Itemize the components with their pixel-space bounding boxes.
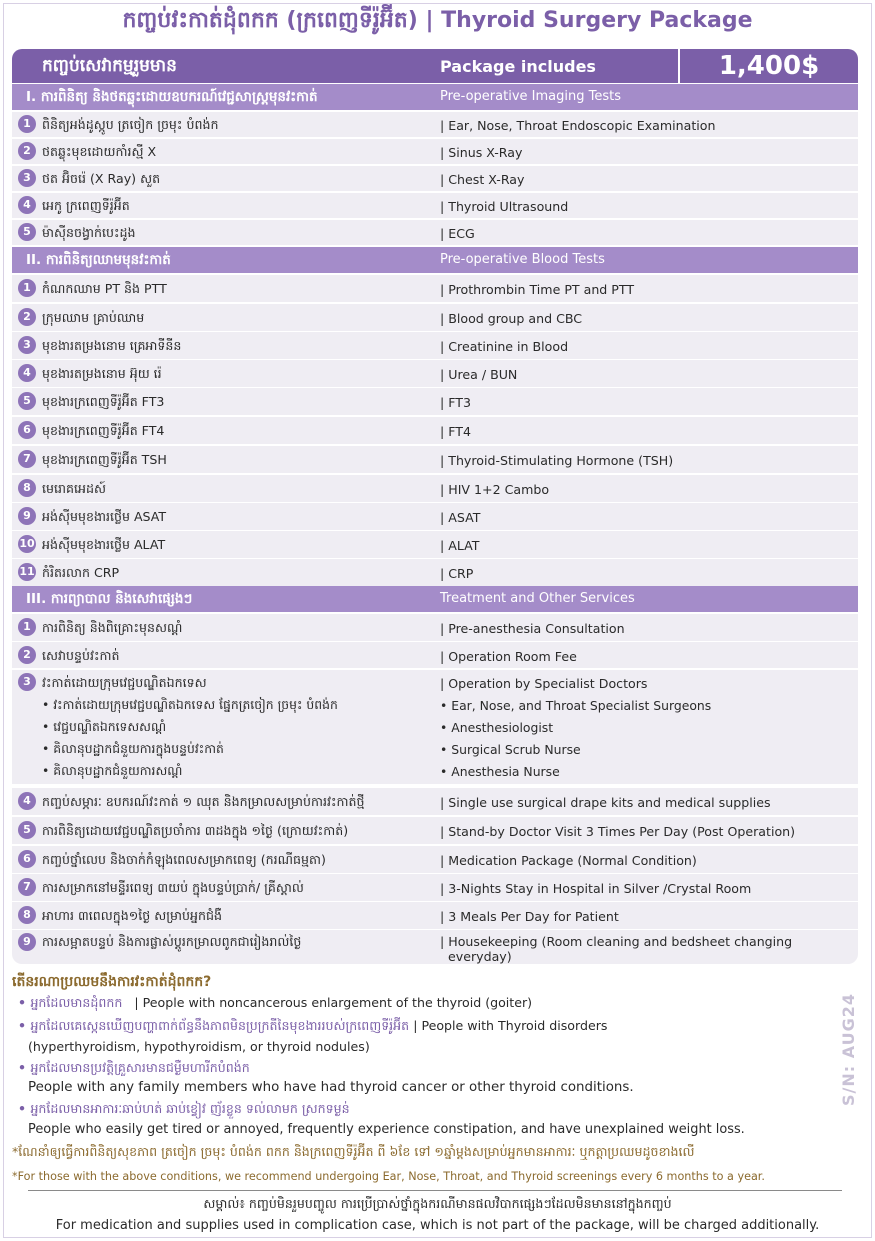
- risk-section-title: តើនរណាប្រឈមនឹងការវះកាត់ដុំពកក?: [12, 974, 212, 990]
- item-en: | Housekeeping (Room cleaning and bedsheet changing: [440, 934, 793, 949]
- page-title: កញ្ចប់វះកាត់ដុំពកក (ក្រពេញទីរ៉ូអ៊ីត) | Thyroid Surgery Package: [122, 8, 753, 33]
- number-badge: 10: [18, 535, 36, 553]
- item-en: | ALAT: [440, 538, 480, 553]
- section-imaging: [12, 84, 858, 110]
- list-item: [12, 360, 858, 387]
- number-badge: 7: [18, 878, 36, 896]
- number-badge: 3: [18, 169, 36, 187]
- sub-item-en: • Surgical Scrub Nurse: [440, 742, 581, 757]
- item-km: មុខងារក្រពេញទីរ៉ូអ៊ីត FT3: [42, 394, 165, 409]
- item-km: មេរោគអេដស៍: [42, 481, 106, 496]
- item-km: ការពិនិត្យដោយវេជ្ជបណ្ឌិតប្រចាំការ ៣ដងក្នុង ១ថ្ងៃ (ក្រោយវះកាត់): [42, 823, 349, 838]
- risk-item-km: អ្នកដែលមានដុំពកក: [30, 995, 123, 1010]
- risk-item-en: | People with Thyroid disorders: [413, 1018, 608, 1033]
- item-en: | 3-Nights Stay in Hospital in Silver /Crystal Room: [440, 881, 752, 896]
- list-item: [12, 166, 858, 191]
- item-km: មុខងារតម្រងនោម គ្រេអាទីនីន: [42, 338, 182, 353]
- number-badge: 2: [18, 308, 36, 326]
- list-item: [12, 902, 858, 929]
- item-en: | Medication Package (Normal Condition): [440, 853, 697, 868]
- list-item: [12, 531, 858, 558]
- item-en: | Operation Room Fee: [440, 649, 577, 664]
- item-km: អាហារ ៣ពេលក្នុង១ថ្ងៃ សម្រាប់អ្នកជំងឺ: [42, 908, 222, 923]
- item-en: | Chest X-Ray: [440, 172, 525, 187]
- item-en: | Prothrombin Time PT and PTT: [440, 282, 635, 297]
- item-km: កញ្ចប់សម្ភារៈ ឧបករណ៍វះកាត់ ១ ឈុត និងកម្រាលសម្រាប់ការវះកាត់ថ្មី: [42, 794, 365, 809]
- item-km: កំរិតរលាក CRP: [42, 565, 120, 580]
- list-item: [12, 642, 858, 668]
- sub-item-km: • គិលានុបដ្ឋាកជំនួយការក្នុងបន្ទប់វះកាត់: [42, 741, 224, 756]
- number-badge: 9: [18, 933, 36, 951]
- risk-item-km: អ្នកដែលមានប្រវត្តិគ្រួសារមានជម្ងឺមហារីកបំពង់ក: [30, 1060, 250, 1075]
- list-item: [12, 846, 858, 873]
- number-badge: 5: [18, 223, 36, 241]
- sub-item-km: • វះកាត់ដោយក្រុមវេជ្ជបណ្ឌិតឯកទេស ផ្នែកត្រចៀក ច្រមុះ បំពង់ក: [42, 697, 338, 712]
- list-item: [12, 220, 858, 245]
- bullet-icon: •: [18, 1101, 31, 1116]
- item-km: មុខងារតម្រងនោម អ៊ុយ រ៉េ: [42, 366, 162, 381]
- number-badge: 1: [18, 618, 36, 636]
- risk-item: [18, 1018, 607, 1037]
- item-en: | Stand-by Doctor Visit 3 Times Per Day (Post Operation): [440, 824, 796, 839]
- sub-item-en: • Anesthesia Nurse: [440, 764, 560, 779]
- risk-item-en-continued: (hyperthyroidism, hypothyroidism, or thyroid nodules): [28, 1039, 370, 1054]
- sub-item-en: • Anesthesiologist: [440, 720, 554, 735]
- risk-item-en: | People with noncancerous enlargement of the thyroid (goiter): [134, 995, 533, 1010]
- list-item: [12, 614, 858, 641]
- section-blood: [12, 247, 858, 273]
- header-km: កញ្ចប់សេវាកម្មរួមមាន: [42, 56, 177, 76]
- list-item: [12, 275, 858, 302]
- number-badge: 8: [18, 479, 36, 497]
- number-badge: 11: [18, 563, 36, 581]
- list-item: [12, 475, 858, 502]
- item-km: ការសម្រាកនៅមន្ទីរពេទ្យ ៣យប់ ក្នុងបន្ទប់ប្រាក់/ គ្រីស្តាល់: [42, 880, 304, 895]
- number-badge: 6: [18, 850, 36, 868]
- section-title-km: I. ការពិនិត្យ និងថតឆ្លុះដោយឧបករណ៍វេជ្ជសាស្ត្រមុនវះកាត់: [26, 89, 318, 105]
- sub-item-km: • គិលានុបដ្ឋាកជំនួយការសណ្តំ: [42, 763, 183, 778]
- item-en: | Pre-anesthesia Consultation: [440, 621, 625, 636]
- item-en: | Blood group and CBC: [440, 311, 583, 326]
- number-badge: 2: [18, 142, 36, 160]
- item-en: | CRP: [440, 566, 474, 581]
- number-badge: 4: [18, 792, 36, 810]
- item-km: អេកូ ក្រពេញទីរ៉ូអ៊ីត: [42, 198, 130, 213]
- item-en: | 3 Meals Per Day for Patient: [440, 909, 619, 924]
- item-km: ក្រុមឈាម គ្រាប់ឈាម: [42, 310, 145, 325]
- item-en: | Single use surgical drape kits and medical supplies: [440, 795, 771, 810]
- item-km: ពិនិត្យអង់ដូស្កូប ត្រចៀក ច្រមុះ បំពង់ក: [42, 117, 219, 132]
- item-en-continued: everyday): [448, 949, 512, 964]
- package-price: 1,400$: [678, 49, 858, 83]
- item-km: សេវាបន្ទប់វះកាត់: [42, 648, 120, 663]
- item-en: | Urea / BUN: [440, 367, 518, 382]
- risk-item-km: អ្នកដែលមានអាការៈឆាប់ហត់ ឆាប់ខ្វៀវ ញ័រខ្លួន ទល់លាមក ស្រកទម្ងន់: [30, 1101, 350, 1116]
- list-item: [12, 930, 858, 964]
- list-item: [12, 139, 858, 164]
- item-km: ការពិនិត្យ និងពិគ្រោះមុនសណ្តំ: [42, 620, 183, 635]
- item-km: កញ្ចប់ថ្នាំលេប និងចាក់កំឡុងពេលសម្រាកពេទ្យ (ករណីធម្មតា): [42, 852, 326, 867]
- bullet-icon: •: [18, 995, 31, 1010]
- item-km: ការសម្អាតបន្ទប់ និងការផ្លាស់ប្តូរកម្រាលពូកជារៀងរាល់ថ្ងៃ: [42, 934, 302, 949]
- item-km: អង់ស៊ីមមុខងារថ្លើម ASAT: [42, 509, 167, 524]
- number-badge: 4: [18, 196, 36, 214]
- number-badge: 1: [18, 115, 36, 133]
- item-en: | Thyroid-Stimulating Hormone (TSH): [440, 453, 674, 468]
- section-treatment: [12, 586, 858, 612]
- number-badge: 5: [18, 392, 36, 410]
- list-item: [12, 670, 858, 784]
- risk-item-en: People with any family members who have had thyroid cancer or other thyroid conditions.: [28, 1080, 634, 1095]
- sub-item-en: • Ear, Nose, and Throat Specialist Surgeons: [440, 698, 712, 713]
- serial-number: S/N: AUG24: [839, 992, 858, 1106]
- item-km: ថតឆ្លុះមុខដោយកាំរស្មី X: [42, 144, 157, 159]
- section-title-en: Pre-operative Blood Tests: [440, 252, 605, 267]
- item-en: | FT3: [440, 395, 471, 410]
- item-en: | Thyroid Ultrasound: [440, 199, 569, 214]
- section-title-en: Pre-operative Imaging Tests: [440, 89, 621, 104]
- section-title-km: III. ការព្យាបាល និងសេវាផ្សេងៗ: [26, 591, 193, 607]
- list-item: [12, 817, 858, 844]
- list-item: [12, 559, 858, 586]
- risk-item: [18, 1101, 350, 1120]
- number-badge: 9: [18, 507, 36, 525]
- number-badge: 5: [18, 821, 36, 839]
- item-km: ថត អ៊ិចរ៉េ (X Ray) សួត: [42, 171, 161, 186]
- header-en: Package includes: [440, 57, 596, 76]
- list-item: [12, 874, 858, 901]
- item-km: អង់ស៊ីមមុខងារថ្លើម ALAT: [42, 537, 166, 552]
- section-title-km: II. ការពិនិត្យឈាមមុនវះកាត់: [26, 252, 171, 268]
- footer-note-km: សម្គាល់៖ កញ្ចប់មិនរួមបញ្ចូល ការប្រើប្រាស់ថ្នាំក្នុងករណីមានផលវិបាកផ្សេងៗដែលមិនមាននៅក្នុងកញ្ចប់: [203, 1196, 672, 1211]
- number-badge: 2: [18, 646, 36, 664]
- recommendation-note-en: *For those with the above conditions, we recommend undergoing Ear, Nose, Throat, and Thyroid screenings every 6 months to a year.: [12, 1170, 765, 1183]
- item-en: | Operation by Specialist Doctors: [440, 676, 648, 691]
- divider: [28, 1190, 842, 1191]
- item-en: | HIV 1+2 Cambo: [440, 482, 550, 497]
- risk-item-en: People who easily get tired or annoyed, frequently experience constipation, and have unexplained weight loss.: [28, 1122, 745, 1137]
- item-km: ម៉ាស៊ីនចង្វាក់បេះដូង: [42, 225, 136, 240]
- item-km: មុខងារក្រពេញទីរ៉ូអ៊ីត TSH: [42, 452, 167, 467]
- list-item: [12, 417, 858, 444]
- number-badge: 8: [18, 906, 36, 924]
- number-badge: 1: [18, 279, 36, 297]
- package-header: [12, 49, 858, 83]
- item-km: មុខងារក្រពេញទីរ៉ូអ៊ីត FT4: [42, 423, 165, 438]
- item-en: | Ear, Nose, Throat Endoscopic Examination: [440, 118, 716, 133]
- item-km: វះកាត់ដោយក្រុមវេជ្ជបណ្ឌិតឯកទេស: [42, 675, 207, 690]
- list-item: [12, 788, 858, 815]
- number-badge: 3: [18, 336, 36, 354]
- risk-item: [18, 995, 532, 1014]
- number-badge: 4: [18, 364, 36, 382]
- recommendation-note-km: *ណែនាំឲ្យធ្វើការពិនិត្យសុខភាព ត្រចៀក ច្រមុះ បំពង់ក ពកក និងក្រពេញទីរ៉ូអ៊ីត ពី ៦ខែ ទៅ ១ឆ្នាំម្តងសម្រាប់អ្នកមានអាការៈ ឬកត្តាប្រឈមដូចខាងលើ: [12, 1144, 695, 1159]
- list-item: [12, 446, 858, 473]
- item-en: | FT4: [440, 424, 471, 439]
- item-en: | Creatinine in Blood: [440, 339, 569, 354]
- item-en: | Sinus X-Ray: [440, 145, 523, 160]
- bullet-icon: •: [18, 1018, 31, 1033]
- bullet-icon: •: [18, 1060, 31, 1075]
- list-item: [12, 112, 858, 137]
- section-title-en: Treatment and Other Services: [440, 591, 635, 606]
- number-badge: 7: [18, 450, 36, 468]
- risk-item: [18, 1060, 250, 1079]
- list-item: [12, 388, 858, 415]
- footer-note-en: For medication and supplies used in complication case, which is not part of the package, will be charged additionally.: [55, 1218, 820, 1233]
- item-en: | ECG: [440, 226, 475, 241]
- list-item: [12, 193, 858, 218]
- number-badge: 6: [18, 421, 36, 439]
- risk-item-km: អ្នកដែលគេស្កេនឃើញបញ្ហាពាក់ព័ន្ធនឹងភាពមិនប្រក្រតីនៃមុខងាររបស់ក្រពេញទីរ៉ូអ៊ីត: [30, 1018, 410, 1033]
- number-badge: 3: [18, 673, 36, 691]
- item-en: | ASAT: [440, 510, 481, 525]
- list-item: [12, 304, 858, 331]
- sub-item-km: • វេជ្ជបណ្ឌិតឯកទេសសណ្តំ: [42, 719, 167, 734]
- list-item: [12, 503, 858, 530]
- list-item: [12, 332, 858, 359]
- item-km: កំណកឈាម PT និង PTT: [42, 281, 167, 296]
